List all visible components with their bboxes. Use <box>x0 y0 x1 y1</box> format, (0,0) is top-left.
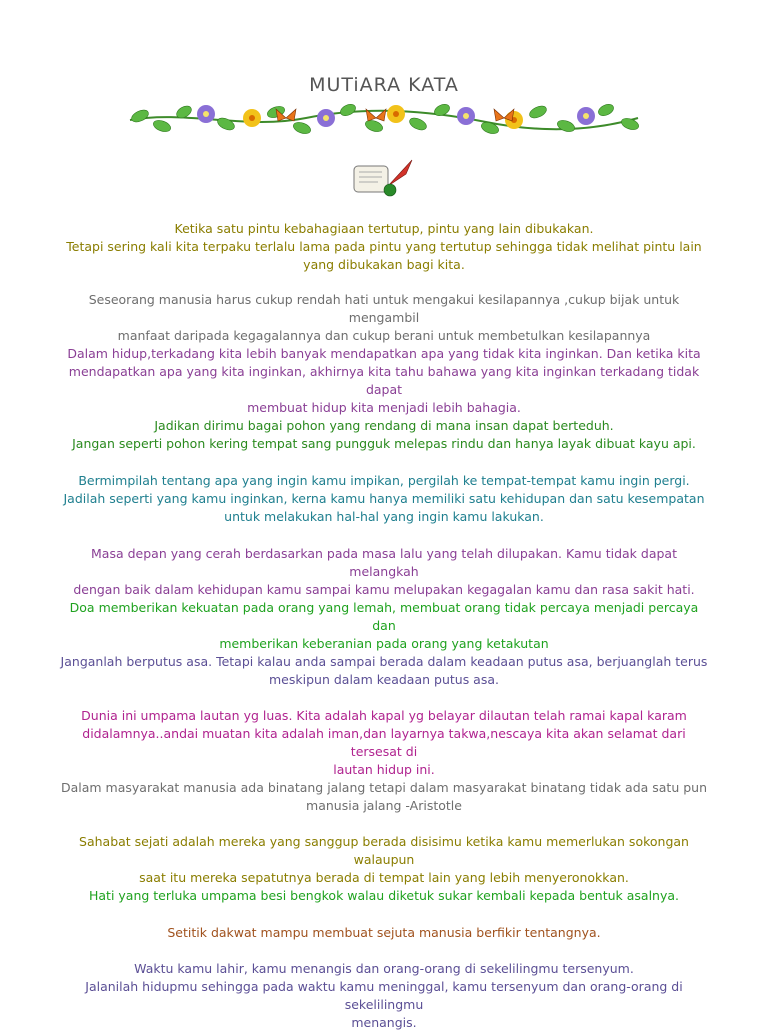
quote-line: Seseorang manusia harus cukup rendah hati untuk mengakui kesilapannya ,cukup bijak untuk mengambil <box>88 292 680 325</box>
quote-line: saat itu mereka sepatutnya berada di tempat lain yang lebih menyeronokkan. <box>139 870 629 885</box>
quote-line: dengan baik dalam kehidupan kamu sampai kamu melupakan kegagalan kamu dan rasa sakit hati. <box>73 582 695 597</box>
quote-line: Hati yang terluka umpama besi bengkok walau diketuk sukar kembali kepada bentuk asalnya. <box>88 888 680 903</box>
quote-line: manusia jalang -Aristotle <box>306 798 462 813</box>
quote-line: Jadikan dirimu bagai pohon yang rendang di mana insan dapat berteduh. <box>154 418 614 433</box>
quote-11 <box>60 833 708 887</box>
quote-line: Waktu kamu lahir, kamu menangis dan orang-orang di sekelilingmu tersenyum. <box>134 961 634 976</box>
quote-line: didalamnya..andai muatan kita adalah iman,dan layarnya takwa,nescaya kita akan selamat dari tersesat di <box>82 726 686 759</box>
quote-13 <box>60 924 708 942</box>
quote-12 <box>60 887 708 905</box>
quote-10 <box>60 779 708 815</box>
quote-line: Doa memberikan kekuatan pada orang yang lemah, membuat orang tidak percaya menjadi percaya dan <box>69 600 699 633</box>
quote-line: manfaat daripada kegagalannya dan cukup berani untuk membetulkan kesilapannya <box>117 328 651 343</box>
quote-line: lautan hidup ini. <box>333 762 435 777</box>
quote-line: untuk melakukan hal-hal yang ingin kamu lakukan. <box>224 509 544 524</box>
quote-line: Masa depan yang cerah berdasarkan pada masa lalu yang telah dilupakan. Kamu tidak dapat melangkah <box>91 546 677 579</box>
quote-line: Dalam hidup,terkadang kita lebih banyak mendapatkan apa yang tidak kita inginkan. Dan ketika kita <box>67 346 701 361</box>
quote-line: menangis. <box>351 1015 417 1030</box>
quote-line: Ketika satu pintu kebahagiaan tertutup, pintu yang lain dibukakan. <box>174 221 594 236</box>
quote-line: Jalanilah hidupmu sehingga pada waktu kamu meninggal, kamu tersenyum dan orang-orang di sekelilingmu <box>85 979 683 1012</box>
quote-line: Tetapi sering kali kita terpaku terlalu lama pada pintu yang tertutup sehingga tidak melihat pintu lain <box>66 239 702 254</box>
quote-7 <box>60 599 708 653</box>
quote-6 <box>60 545 708 599</box>
quote-line: mendapatkan apa yang kita inginkan, akhirnya kita tahu bahawa yang kita inginkan terkadang tidak dapat <box>68 364 700 397</box>
quote-line: Setitik dakwat mampu membuat sejuta manusia berfikir tentangnya. <box>167 925 601 940</box>
quote-line: Sahabat sejati adalah mereka yang sanggup berada disisimu ketika kamu memerlukan sokongan walaupun <box>79 834 689 867</box>
quote-3 <box>60 345 708 417</box>
quote-4 <box>60 417 708 453</box>
quote-8 <box>60 653 708 689</box>
quote-line: yang dibukakan bagi kita. <box>303 257 465 272</box>
quote-line: Dalam masyarakat manusia ada binatang jalang tetapi dalam masyarakat binatang tidak ada satu pun <box>60 780 708 795</box>
page-title: MUTiARA KATA <box>309 74 459 96</box>
quote-14 <box>60 960 708 1032</box>
quote-line: Dunia ini umpama lautan yg luas. Kita adalah kapal yg belayar dilautan telah ramai kapal karam <box>81 708 687 723</box>
scroll-quill-icon <box>348 156 418 202</box>
quote-9 <box>60 707 708 779</box>
quote-2 <box>60 291 708 345</box>
quote-line: memberikan keberanian pada orang yang ketakutan <box>219 636 549 651</box>
quote-line: membuat hidup kita menjadi lebih bahagia. <box>247 400 521 415</box>
quote-line: Bermimpilah tentang apa yang ingin kamu impikan, pergilah ke tempat-tempat kamu ingin pergi. <box>78 473 690 488</box>
flower-vine-border-icon <box>126 98 642 138</box>
quote-line: Jadilah seperti yang kamu inginkan, kerna kamu hanya memiliki satu kehidupan dan satu kesempatan <box>63 491 705 506</box>
quote-5 <box>60 472 708 526</box>
quote-1 <box>60 220 708 274</box>
quote-line: Janganlah berputus asa. Tetapi kalau anda sampai berada dalam keadaan putus asa, berjuanglah terus <box>60 654 708 669</box>
quote-line: Jangan seperti pohon kering tempat sang pungguk melepas rindu dan hanya layak dibuat kayu api. <box>72 436 696 451</box>
quote-line: meskipun dalam keadaan putus asa. <box>269 672 499 687</box>
